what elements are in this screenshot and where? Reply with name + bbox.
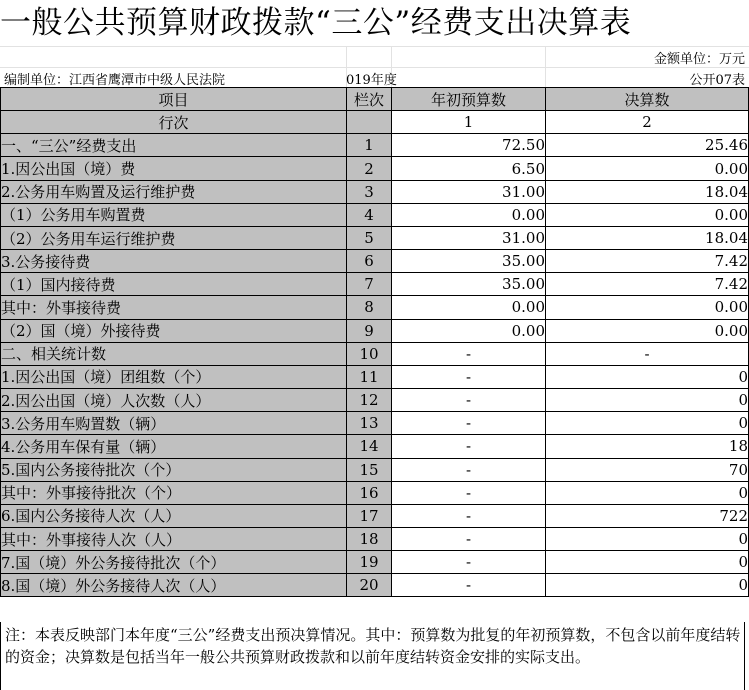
row-final: 25.46: [546, 134, 749, 157]
row-label: （1）公务用车购置费: [1, 203, 347, 226]
table-row: [1, 203, 749, 226]
subheader-blank: [347, 111, 392, 134]
table-row: [1, 319, 749, 342]
row-final: 0.00: [546, 203, 749, 226]
row-label: （1）国内接待费: [1, 273, 347, 296]
table-row: [1, 365, 749, 388]
row-number: 3: [347, 180, 392, 203]
table-row: [1, 389, 749, 412]
row-label: 4.公务用车保有量（辆）: [1, 435, 347, 458]
row-number: 10: [347, 342, 392, 365]
row-number: 11: [347, 365, 392, 388]
row-label: 7.国（境）外公务接待批次（个）: [1, 551, 347, 574]
row-number: 17: [347, 504, 392, 527]
row-label: 二、相关统计数: [1, 342, 347, 365]
subheader-budget-no: 1: [392, 111, 546, 134]
table-row: [1, 458, 749, 481]
row-number: 9: [347, 319, 392, 342]
row-label: 2.因公出国（境）人次数（人）: [1, 389, 347, 412]
subheader-row: [1, 111, 749, 134]
row-budget: 31.00: [392, 226, 546, 249]
row-final: 70: [546, 458, 749, 481]
table-row: [1, 226, 749, 249]
row-final: 0: [546, 551, 749, 574]
row-budget: -: [392, 574, 546, 597]
table-row: [1, 296, 749, 319]
table-row: [1, 435, 749, 458]
footnote: 注：本表反映部门本年度“三公”经费支出预决算情况。其中：预算数为批复的年初预算数，不包含以前年度结转的资金；决算数是包括当年一般公共预算财政拨款和以前年度结转资金安排的实际支出。: [0, 622, 745, 690]
row-final: 0: [546, 527, 749, 550]
row-budget: -: [392, 435, 546, 458]
row-budget: -: [392, 551, 546, 574]
row-number: 15: [347, 458, 392, 481]
row-number: 4: [347, 203, 392, 226]
row-budget: -: [392, 389, 546, 412]
header-item: 项目: [1, 88, 347, 111]
row-final: 18.04: [546, 226, 749, 249]
row-label: （2）公务用车运行维护费: [1, 226, 347, 249]
row-final: 18.04: [546, 180, 749, 203]
row-budget: 35.00: [392, 273, 546, 296]
table-row: [1, 551, 749, 574]
row-budget: -: [392, 342, 546, 365]
table-row: [1, 342, 749, 365]
row-final: 0: [546, 365, 749, 388]
row-label: 8.国（境）外公务接待人次（人）: [1, 574, 347, 597]
row-final: 0: [546, 389, 749, 412]
row-number: 14: [347, 435, 392, 458]
row-budget: -: [392, 412, 546, 435]
table-row: [1, 250, 749, 273]
table-row: [1, 504, 749, 527]
row-label: 其中：外事接待批次（个）: [1, 481, 347, 504]
row-number: 19: [347, 551, 392, 574]
table-row: [1, 412, 749, 435]
row-number: 8: [347, 296, 392, 319]
row-budget: -: [392, 458, 546, 481]
subheader-label: 行次: [1, 111, 347, 134]
header-row: [1, 88, 749, 111]
row-final: 0: [546, 412, 749, 435]
table-row: [1, 134, 749, 157]
row-budget: 0.00: [392, 203, 546, 226]
row-label: 5.国内公务接待批次（个）: [1, 458, 347, 481]
page-title: 一般公共预算财政拨款“三公”经费支出决算表: [0, 5, 632, 41]
row-final: 0: [546, 574, 749, 597]
row-budget: -: [392, 365, 546, 388]
table-row: [1, 273, 749, 296]
table-row: [1, 574, 749, 597]
header-col-no: 栏次: [347, 88, 392, 111]
row-number: 13: [347, 412, 392, 435]
row-final: -: [546, 342, 749, 365]
meta-row: [0, 67, 749, 87]
row-label: 6.国内公务接待人次（人）: [1, 504, 347, 527]
row-label: 一、“三公”经费支出: [1, 134, 347, 157]
row-label: 2.公务用车购置及运行维护费: [1, 180, 347, 203]
table-row: [1, 180, 749, 203]
header-final: 决算数: [546, 88, 749, 111]
row-final: 0: [546, 481, 749, 504]
row-final: 7.42: [546, 273, 749, 296]
subheader-final-no: 2: [546, 111, 749, 134]
budget-table: [0, 87, 749, 597]
row-final: 0.00: [546, 296, 749, 319]
row-number: 7: [347, 273, 392, 296]
row-final: 7.42: [546, 250, 749, 273]
row-final: 722: [546, 504, 749, 527]
row-budget: -: [392, 481, 546, 504]
row-label: 其中：外事接待费: [1, 296, 347, 319]
table-row: [1, 481, 749, 504]
unit-row: [0, 46, 749, 67]
row-number: 20: [347, 574, 392, 597]
row-budget: -: [392, 504, 546, 527]
row-budget: 72.50: [392, 134, 546, 157]
row-budget: 0.00: [392, 319, 546, 342]
form-code: 公开07表: [689, 73, 745, 88]
table-row: [1, 527, 749, 550]
row-label: 1.因公出国（境）团组数（个）: [1, 365, 347, 388]
amount-unit: 金额单位：万元: [653, 52, 745, 67]
row-number: 2: [347, 157, 392, 180]
row-budget: 35.00: [392, 250, 546, 273]
row-number: 18: [347, 527, 392, 550]
row-number: 5: [347, 226, 392, 249]
row-budget: 31.00: [392, 180, 546, 203]
table-row: [1, 157, 749, 180]
organization: 编制单位：江西省鹰潭市中级人民法院: [4, 73, 226, 88]
row-label: 3.公务用车购置数（辆）: [1, 412, 347, 435]
row-budget: 6.50: [392, 157, 546, 180]
row-budget: 0.00: [392, 296, 546, 319]
row-number: 6: [347, 250, 392, 273]
header-budget: 年初预算数: [392, 88, 546, 111]
row-label: （2）国（境）外接待费: [1, 319, 347, 342]
row-budget: -: [392, 527, 546, 550]
row-number: 12: [347, 389, 392, 412]
row-label: 3.公务接待费: [1, 250, 347, 273]
row-label: 其中：外事接待人次（人）: [1, 527, 347, 550]
row-final: 0.00: [546, 157, 749, 180]
fiscal-year: 019年度: [346, 73, 397, 88]
row-number: 1: [347, 134, 392, 157]
row-final: 18: [546, 435, 749, 458]
row-label: 1.因公出国（境）费: [1, 157, 347, 180]
row-final: 0.00: [546, 319, 749, 342]
row-number: 16: [347, 481, 392, 504]
